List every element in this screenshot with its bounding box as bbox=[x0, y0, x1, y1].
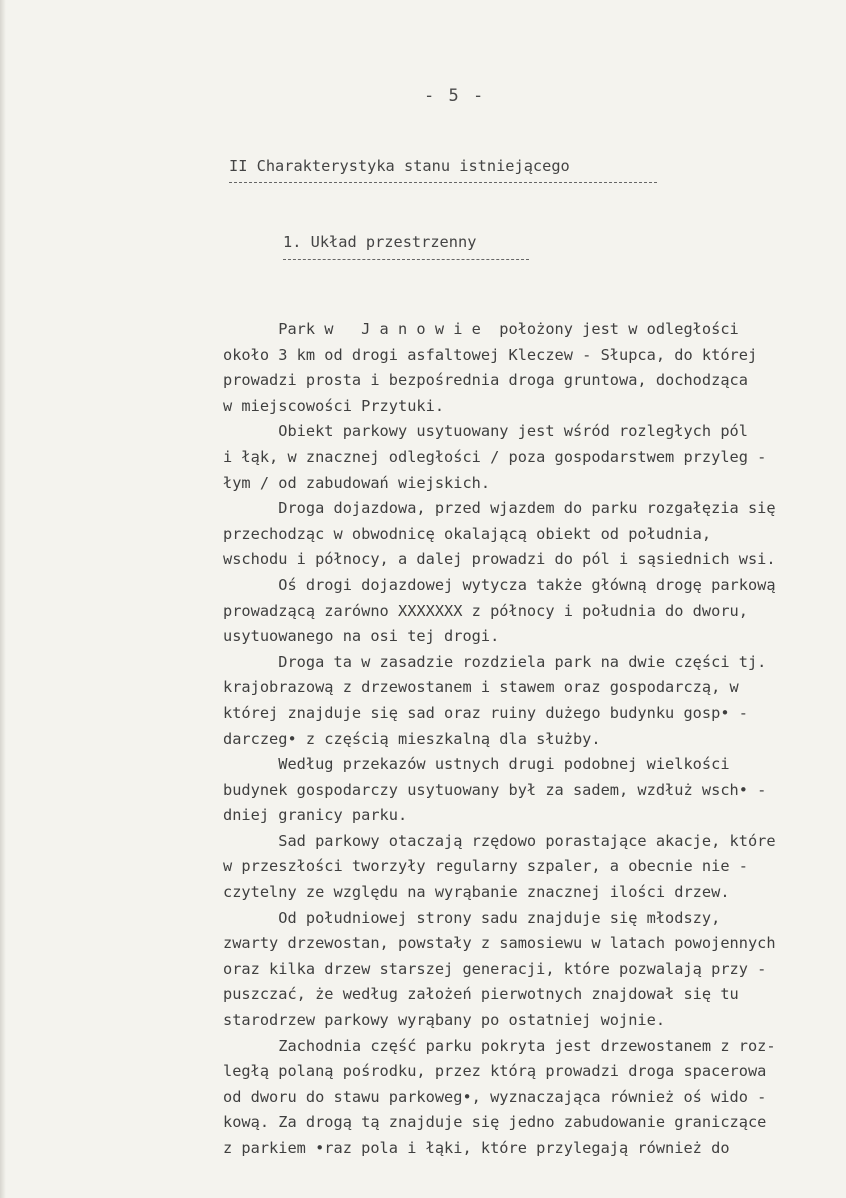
text-line: zwarty drzewostan, powstały z samosiewu w latach powojennych bbox=[223, 934, 776, 953]
text-line: łym / od zabudowań wiejskich. bbox=[223, 473, 491, 492]
text-line: Zachodnia część parku pokryta jest drzewostanem z roz- bbox=[223, 1036, 776, 1055]
text-line: w przeszłości tworzyły regularny szpaler, a obecnie nie - bbox=[223, 857, 748, 876]
text-line: Park w J a n o w i e położony jest w odległości bbox=[223, 320, 739, 338]
text-line: krajobrazową z drzewostanem i stawem oraz gospodarczą, w bbox=[223, 678, 739, 697]
text-line: Oś drogi dojazdowej wytycza także główną drogę parkową bbox=[223, 575, 776, 594]
text-line: Według przekazów ustnych drugi podobnej wielkości bbox=[223, 755, 730, 774]
subsection-heading: 1. Układ przestrzenny bbox=[283, 233, 477, 251]
text-line: kową. Za drogą tą znajduje się jedno zabudowanie graniczące bbox=[223, 1113, 767, 1132]
text-line: prowadzącą zarówno XXXXXXX z północy i południa do dworu, bbox=[223, 601, 748, 620]
heading-underline bbox=[229, 182, 657, 183]
text-line: usytuowanego na osi tej drogi. bbox=[223, 627, 500, 646]
text-line: której znajduje się sad oraz ruiny dużego budynku gosp• - bbox=[223, 703, 748, 722]
text-line: Sad parkowy otaczają rzędowo porastające akacje, które bbox=[223, 831, 776, 850]
text-line: prowadzi prosta i bezpośrednia droga gruntowa, dochodząca bbox=[223, 371, 748, 390]
text-line: i łąk, w znacznej odległości / poza gospodarstwem przyleg - bbox=[223, 447, 767, 466]
text-line: darczeg• z częścią mieszkalną dla służby. bbox=[223, 729, 601, 748]
subheading-underline bbox=[283, 259, 529, 260]
text-line: w miejscowości Przytuki. bbox=[223, 396, 445, 415]
text-line: Droga ta w zasadzie rozdziela park na dwie części tj. bbox=[223, 652, 767, 671]
text-line: Obiekt parkowy usytuowany jest wśród rozległych pól bbox=[223, 422, 748, 441]
text-line: przechodząc w obwodnicę okalającą obiekt od południa, bbox=[223, 524, 712, 543]
text-line: dniej granicy parku. bbox=[223, 806, 408, 825]
text-line: Od południowej strony sadu znajduje się młodszy, bbox=[223, 908, 721, 927]
text-line: od dworu do stawu parkoweg•, wyznaczająca również oś wido - bbox=[223, 1087, 767, 1106]
text-line: czytelny ze względu na wyrąbanie znacznej ilości drzew. bbox=[223, 883, 730, 902]
section-heading: II Charakterystyka stanu istniejącego bbox=[229, 157, 570, 175]
text-line: starodrzew parkowy wyrąbany po ostatniej wojnie. bbox=[223, 1011, 666, 1030]
text-line: oraz kilka drzew starszej generacji, które pozwalają przy - bbox=[223, 959, 767, 978]
text-line: ległą polaną pośrodku, przez którą prowadzi droga spacerowa bbox=[223, 1062, 767, 1081]
text-line: budynek gospodarczy usytuowany był za sadem, wzdłuż wsch• - bbox=[223, 780, 767, 799]
text-line: około 3 km od drogi asfaltowej Kleczew - Słupca, do której bbox=[223, 345, 758, 364]
text-line: puszczać, że według założeń pierwotnych znajdował się tu bbox=[223, 985, 739, 1004]
body-text bbox=[223, 317, 833, 1162]
page-number: - 5 - bbox=[424, 86, 486, 106]
text-line: wschodu i północy, a dalej prowadzi do pól i sąsiednich wsi. bbox=[223, 550, 776, 569]
text-line: Droga dojazdowa, przed wjazdem do parku rozgałęzia się bbox=[223, 499, 776, 518]
text-line: z parkiem •raz pola i łąki, które przylegają również do bbox=[223, 1139, 730, 1157]
